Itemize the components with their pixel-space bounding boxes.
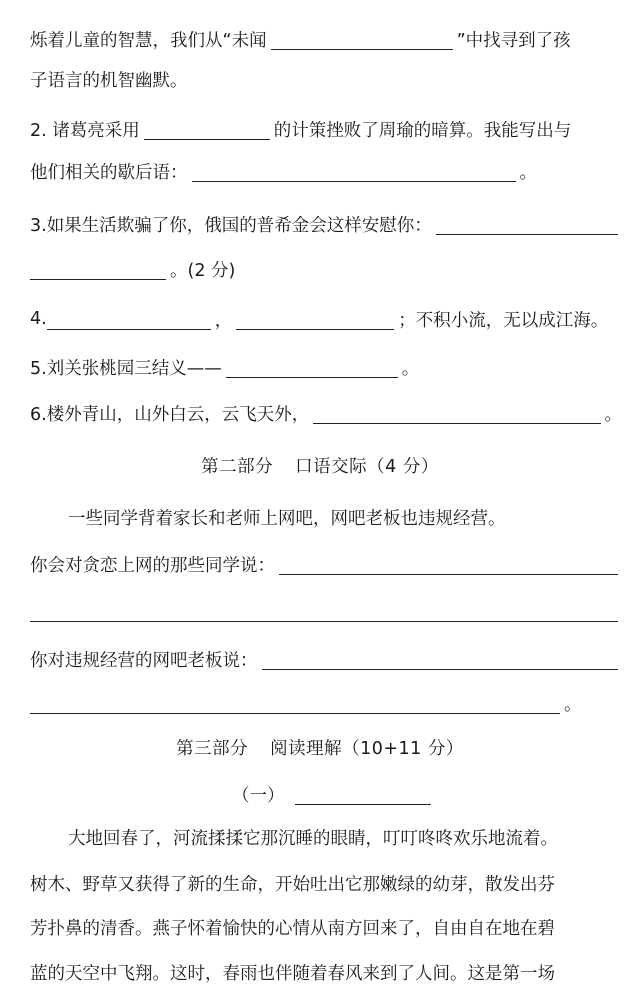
passage-line-2 xyxy=(30,866,622,900)
question-2 xyxy=(30,112,622,146)
question-6-text: 6.楼外青山，山外白云，云飞天外， xyxy=(30,404,310,425)
oral-q2-period: 。 xyxy=(564,694,582,715)
blank-oral-2b[interactable] xyxy=(30,693,560,714)
question-4-number: 4. xyxy=(30,309,47,329)
oral-prompt xyxy=(68,500,622,534)
blank-4a[interactable] xyxy=(47,309,211,330)
passage-text-4: 蓝的天空中飞翔。这时，春雨也伴随着春风来到了人间。这是第一场 xyxy=(30,963,555,984)
reading-section-1-label: （一） xyxy=(232,785,285,806)
passage-text-2: 树木、野草又获得了新的生命，开始吐出它那嫩绿的幼芽，散发出芬 xyxy=(30,874,555,895)
question-4-text: ；不积小流，无以成江海。 xyxy=(398,310,609,331)
blank-3b[interactable] xyxy=(30,259,166,280)
oral-q2-text: 你对违规经营的网吧老板说： xyxy=(30,650,258,671)
blank-1[interactable] xyxy=(271,29,453,50)
question-4-comma: ， xyxy=(214,310,233,331)
oral-q1-text: 你会对贪恋上网的那些同学说： xyxy=(30,555,275,576)
blank-5[interactable] xyxy=(226,357,398,378)
oral-q1 xyxy=(30,547,622,581)
line-2 xyxy=(30,62,622,96)
blank-oral-1a[interactable] xyxy=(279,554,618,575)
question-5-text: 5.刘关张桃园三结义—— xyxy=(30,358,222,379)
line-1 xyxy=(30,22,622,56)
question-2-text: 2. 诸葛亮采用 xyxy=(30,120,140,141)
question-3-cont xyxy=(30,252,622,286)
question-3-score: 。(2 分) xyxy=(170,260,236,281)
oral-prompt-text: 一些同学背着家长和老师上网吧，网吧老板也违规经营。 xyxy=(68,508,506,529)
oral-q2 xyxy=(30,642,622,676)
proverb-period: 。 xyxy=(519,162,537,183)
line-2-text: 子语言的机智幽默。 xyxy=(30,70,188,91)
question-2-text-end: 的计策挫败了周瑜的暗算。我能写出与 xyxy=(273,120,572,141)
passage-text-3: 芳扑鼻的清香。燕子怀着愉快的心情从南方回来了，自由自在地在碧 xyxy=(30,918,555,939)
question-2-proverb xyxy=(30,154,622,188)
oral-q2-cont xyxy=(30,686,622,720)
blank-proverb[interactable] xyxy=(192,161,516,182)
part-3-heading xyxy=(0,730,640,764)
part-2-title: 第二部分 xyxy=(201,456,274,477)
question-6-period: 。 xyxy=(604,404,622,425)
blank-oral-2a[interactable] xyxy=(262,649,619,670)
passage-line-4 xyxy=(30,955,622,989)
part-2-subtitle: 口语交际（4 分） xyxy=(295,456,439,477)
blank-oral-1b[interactable] xyxy=(30,601,618,622)
blank-3a[interactable] xyxy=(436,214,618,235)
passage-line-1 xyxy=(68,820,622,854)
oral-q1-cont xyxy=(30,594,622,628)
question-6 xyxy=(30,396,622,430)
blank-6[interactable] xyxy=(313,403,600,424)
reading-section-1 xyxy=(232,777,622,811)
question-5-period: 。 xyxy=(401,358,420,379)
line-1-text-end: ”中找寻到了孩 xyxy=(456,30,571,51)
question-4 xyxy=(30,302,622,336)
part-3-title: 第三部分 xyxy=(176,738,249,759)
blank-4b[interactable] xyxy=(236,309,394,330)
part-3-subtitle: 阅读理解（10+11 分） xyxy=(270,738,464,759)
passage-text-1: 大地回春了，河流揉揉它那沉睡的眼睛，叮叮咚咚欢乐地流着。 xyxy=(68,828,558,849)
blank-2[interactable] xyxy=(144,119,270,140)
question-5 xyxy=(30,350,622,384)
proverb-label: 他们相关的歇后语： xyxy=(30,162,188,183)
part-2-heading xyxy=(0,448,640,482)
line-1-text: 烁着儿童的智慧，我们从“未闻 xyxy=(30,30,267,51)
blank-section-title[interactable] xyxy=(295,784,431,805)
question-3 xyxy=(30,207,622,241)
passage-line-3 xyxy=(30,910,622,944)
question-3-text: 3.如果生活欺骗了你，俄国的普希金会这样安慰你： xyxy=(30,215,432,236)
